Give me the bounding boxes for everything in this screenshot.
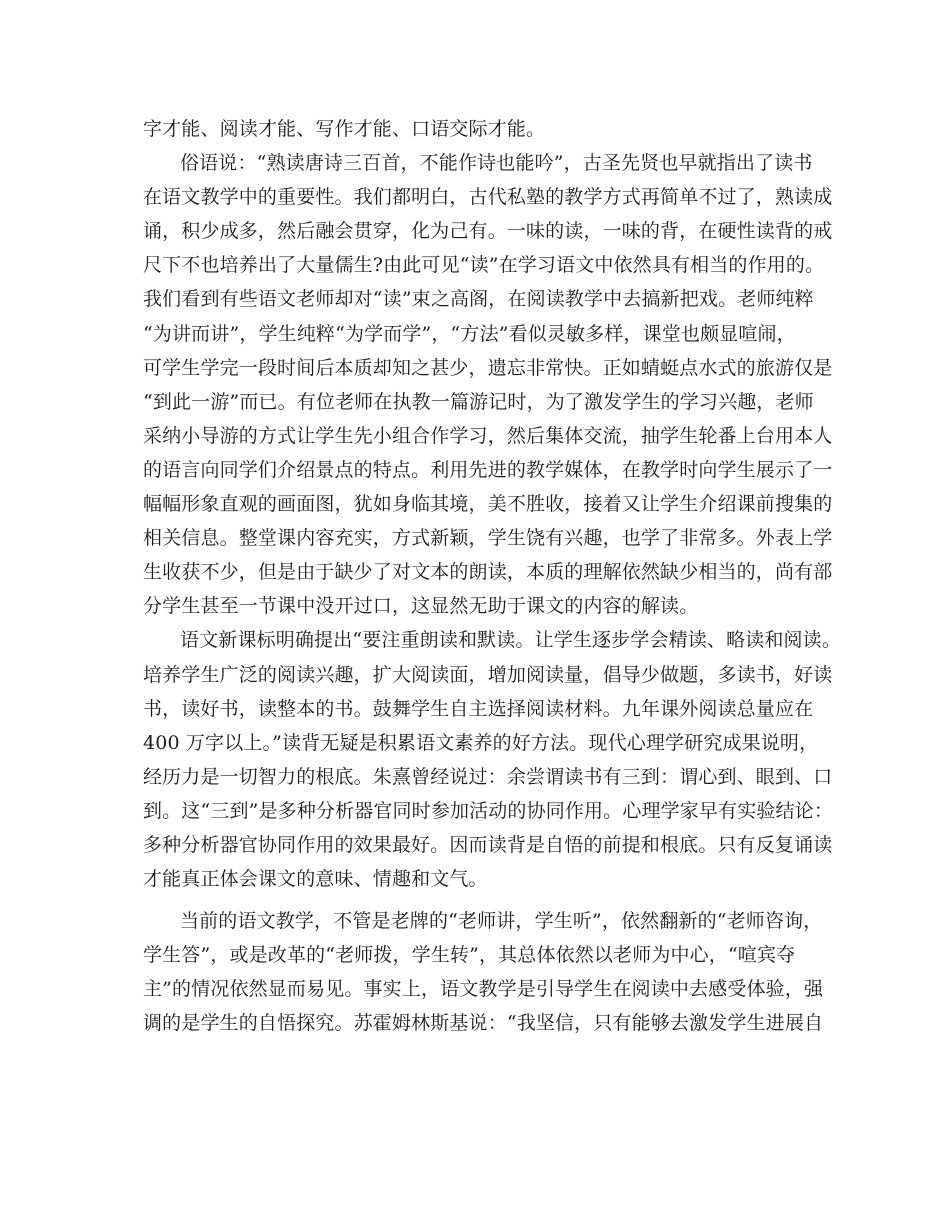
text-line: 到。这“三到”是多种分析器官同时参加活动的协同作用。心理学家早有实验结论： <box>143 799 833 822</box>
body-text <box>143 112 841 1041</box>
text-line: 幅幅形象直观的画面图，犹如身临其境，美不胜收，接着又让学生介绍课前搜集的 <box>143 493 833 516</box>
text-line: 尺下不也培养出了大量儒生?由此可见“读”在学习语文中依然具有相当的作用的。 <box>143 254 825 277</box>
text-line: 诵，积少成多，然后融会贯穿，化为己有。一味的读，一味的背，在硬性读背的戒 <box>143 220 833 243</box>
text-line: 相关信息。整堂课内容充实，方式新颖，学生饶有兴趣，也学了非常多。外表上学 <box>143 527 833 550</box>
text-line: 多种分析器官协同作用的效果最好。因而读背是自悟的前提和根底。只有反复诵读 <box>143 833 833 856</box>
text-line: 字才能、阅读才能、写作才能、口语交际才能。 <box>143 118 546 140</box>
text-line: 生收获不少，但是由于缺少了对文本的朗读，本质的理解依然缺少相当的，尚有部 <box>143 561 833 584</box>
text-line: 400 万字以上。”读背无疑是积累语文素养的好方法。现代心理学研究成果说明， <box>143 731 819 754</box>
text-line: 培养学生广泛的阅读兴趣，扩大阅读面，增加阅读量，倡导少做题，多读书，好读 <box>143 663 833 686</box>
text-line: “到此一游”而已。有位老师在执教一篇游记时，为了激发学生的学习兴趣，老师 <box>143 390 814 413</box>
text-line: 我们看到有些语文老师却对“读”束之高阁，在阅读教学中去搞新把戏。老师纯粹 <box>143 288 814 311</box>
text-line: 采纳小导游的方式让学生先小组合作学习，然后集体交流，抽学生轮番上台用本人 <box>143 424 833 447</box>
text-line: 可学生学完一段时间后本质却知之甚少，遗忘非常快。正如蜻蜓点水式的旅游仅是 <box>143 356 833 379</box>
text-line: “为讲而讲”，学生纯粹“为学而学”，“方法”看似灵敏多样，课堂也颇显喧闹， <box>143 322 796 345</box>
text-line: 主”的情况依然显而易见。事实上，语文教学是引导学生在阅读中去感受体验，强 <box>143 978 824 1001</box>
text-line: 经历力是一切智力的根底。朱熹曾经说过：余尝谓读书有三到：谓心到、眼到、口 <box>143 765 833 788</box>
text-line: 调的是学生的自悟探究。苏霍姆林斯基说：“我坚信，只有能够去激发学生进展自 <box>143 1012 824 1035</box>
text-line: 书，读好书，读整本的书。鼓舞学生自主选择阅读材料。九年课外阅读总量应在 <box>143 697 814 720</box>
text-line: 语文新课标明确提出“要注重朗读和默读。让学生逐步学会精读、略读和阅读。 <box>180 629 841 652</box>
text-line: 的语言向同学们介绍景点的特点。利用先进的教学媒体，在教学时向学生展示了一 <box>143 458 833 481</box>
text-line: 分学生甚至一节课中没开过口，这显然无助于课文的内容的解读。 <box>143 595 699 618</box>
text-line: 才能真正体会课文的意味、情趣和文气。 <box>143 868 488 891</box>
text-line: 学生答”，或是改革的“老师拨，学生转”，其总体依然以老师为中心，“喧宾夺 <box>143 944 796 967</box>
paragraph-gap <box>143 896 808 904</box>
text-line: 俗语说：“熟读唐诗三百首，不能作诗也能吟”，古圣先贤也早就指出了读书 <box>180 152 813 175</box>
text-line: 当前的语文教学，不管是老牌的“老师讲，学生听”，依然翻新的“老师咨询， <box>180 910 823 933</box>
text-line: 在语文教学中的重要性。我们都明白，古代私塾的教学方式再简单不过了，熟读成 <box>143 186 833 209</box>
